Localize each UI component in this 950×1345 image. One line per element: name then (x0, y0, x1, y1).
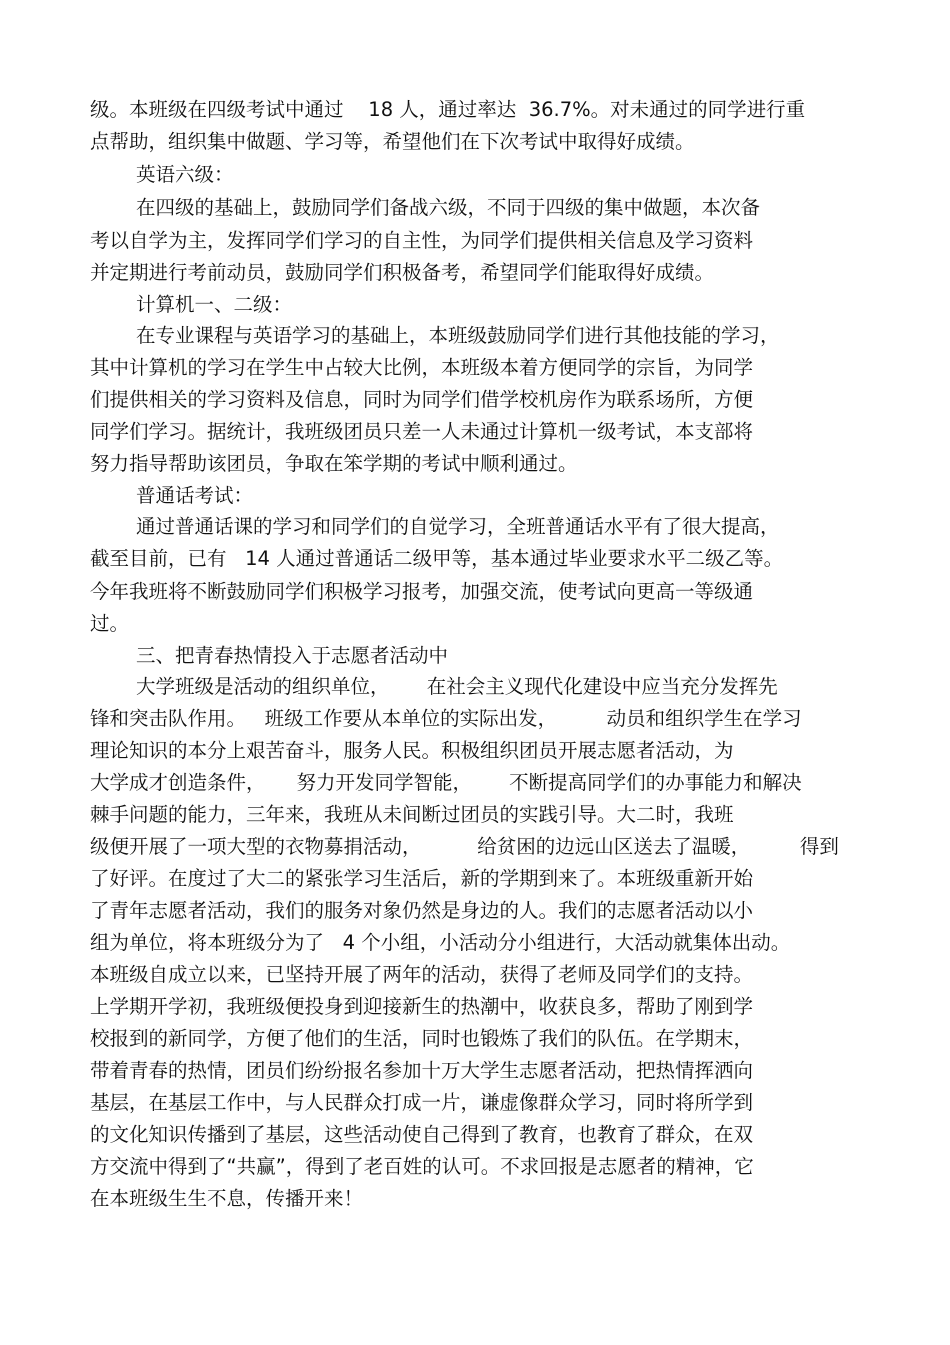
text-line: 大学班级是活动的组织单位， 在社会主义现代化建设中应当充分发挥先 (136, 675, 778, 698)
text-line: 方交流中得到了“共赢”，得到了老百姓的认可。不求回报是志愿者的精神，它 (90, 1155, 754, 1178)
text-line: 截至目前，已有 14 人通过普通话二级甲等，基本通过毕业要求水平二级乙等。 (90, 547, 784, 570)
text-line: 校报到的新同学，方便了他们的生活，同时也锻炼了我们的队伍。在学期末， (90, 1027, 754, 1050)
text-line: 在四级的基础上，鼓励同学们备战六级，不同于四级的集中做题，本次备 (136, 196, 761, 219)
text-line: 点帮助，组织集中做题、学习等，希望他们在下次考试中取得好成绩。 (90, 130, 695, 153)
text-line: 考以自学为主，发挥同学们学习的自主性，为同学们提供相关信息及学习资料 (90, 229, 754, 252)
section-heading: 英语六级： (136, 163, 234, 186)
text-line: 上学期开学初，我班级便投身到迎接新生的热潮中，收获良多，帮助了刚到学 (90, 995, 754, 1018)
text-line: 过。 (90, 612, 130, 635)
text-line: 同学们学习。据统计，我班级团员只差一人未通过计算机一级考试，本支部将 (90, 420, 754, 443)
text-line: 大学成才创造条件， 努力开发同学智能， 不断提高同学们的办事能力和解决 (90, 771, 802, 794)
text-line: 通过普通话课的学习和同学们的自觉学习，全班普通话水平有了很大提高， (136, 515, 780, 538)
text-line: 并定期进行考前动员，鼓励同学们积极备考，希望同学们能取得好成绩。 (90, 261, 715, 284)
text-line: 组为单位，将本班级分为了 4 个小组，小活动分小组进行，大活动就集体出动。 (90, 931, 791, 954)
section-heading: 计算机一、二级： (136, 293, 293, 316)
section-heading: 三、把青春热情投入于志愿者活动中 (136, 644, 449, 667)
text-line: 在专业课程与英语学习的基础上，本班级鼓励同学们进行其他技能的学习， (136, 324, 780, 347)
text-line: 今年我班将不断鼓励同学们积极学习报考，加强交流，使考试向更高一等级通 (90, 580, 754, 603)
text-line: 了好评。在度过了大二的紧张学习生活后，新的学期到来了。本班级重新开始 (90, 867, 754, 890)
text-line: 在本班级生生不息，传播开来！ (90, 1187, 364, 1210)
text-line: 的文化知识传播到了基层，这些活动使自己得到了教育，也教育了群众，在双 (90, 1123, 754, 1146)
text-line: 棘手问题的能力，三年来，我班从未间断过团员的实践引导。大二时，我班 (90, 803, 734, 826)
text-line: 理论知识的本分上艰苦奋斗，服务人民。积极组织团员开展志愿者活动，为 (90, 739, 734, 762)
text-line: 基层，在基层工作中，与人民群众打成一片，谦虚像群众学习，同时将所学到 (90, 1091, 754, 1114)
text-line: 锋和突击队作用。 班级工作要从本单位的实际出发， 动员和组织学生在学习 (90, 707, 802, 730)
text-line: 其中计算机的学习在学生中占较大比例，本班级本着方便同学的宗旨，为同学 (90, 356, 754, 379)
text-line: 本班级自成立以来，已坚持开展了两年的活动，获得了老师及同学们的支持。 (90, 963, 754, 986)
text-line: 级。本班级在四级考试中通过 18 人，通过率达 36.7%。对未通过的同学进行重 (90, 98, 806, 121)
text-line: 了青年志愿者活动，我们的服务对象仍然是身边的人。我们的志愿者活动以小 (90, 899, 754, 922)
text-line: 努力指导帮助该团员，争取在笨学期的考试中顺利通过。 (90, 452, 578, 475)
text-line: 们提供相关的学习资料及信息，同时为同学们借学校机房作为联系场所，方便 (90, 388, 754, 411)
section-heading: 普通话考试： (136, 484, 254, 507)
text-line: 级便开展了一项大型的衣物募捐活动， 给贫困的边远山区送去了温暖， 得到 (90, 835, 839, 858)
text-line: 带着青春的热情，团员们纷纷报名参加十万大学生志愿者活动，把热情挥洒向 (90, 1059, 754, 1082)
